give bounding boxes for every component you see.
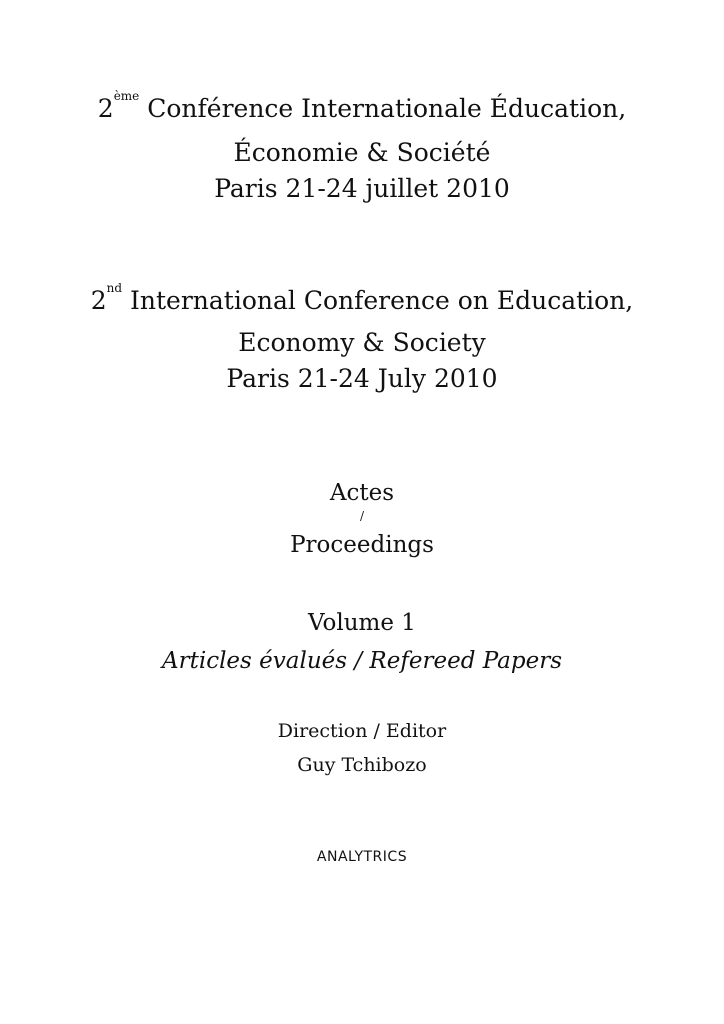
english-dates-line: Paris 21-24 July 2010 (226, 364, 498, 393)
actes-proceedings-separator: / (359, 509, 365, 523)
editor-role: Direction / Editor (277, 720, 447, 742)
english-title-line-2: Economy & Society (238, 328, 486, 357)
actes-heading: Actes (329, 480, 395, 506)
french-ordinal-suffix: ème (113, 89, 140, 103)
editor-name: Guy Tchibozo (297, 754, 427, 776)
french-title-line-2: Économie & Société (233, 138, 491, 167)
english-title-line-1 (0, 281, 724, 315)
french-dates-line: Paris 21-24 juillet 2010 (214, 174, 510, 203)
french-title-text-1: Conférence Internationale Éducation, (147, 94, 627, 123)
french-title-line-1 (0, 89, 724, 123)
proceedings-heading: Proceedings (290, 532, 434, 558)
volume-label: Volume 1 (308, 610, 416, 636)
french-ordinal-number: 2 (97, 94, 114, 123)
papers-subtitle: Articles évalués / Refereed Papers (161, 648, 563, 674)
publisher-name: ANALYTRICS (316, 849, 408, 865)
english-ordinal-number: 2 (90, 286, 107, 315)
english-title-text-1: International Conference on Education, (130, 286, 634, 315)
english-ordinal-suffix: nd (106, 281, 123, 295)
